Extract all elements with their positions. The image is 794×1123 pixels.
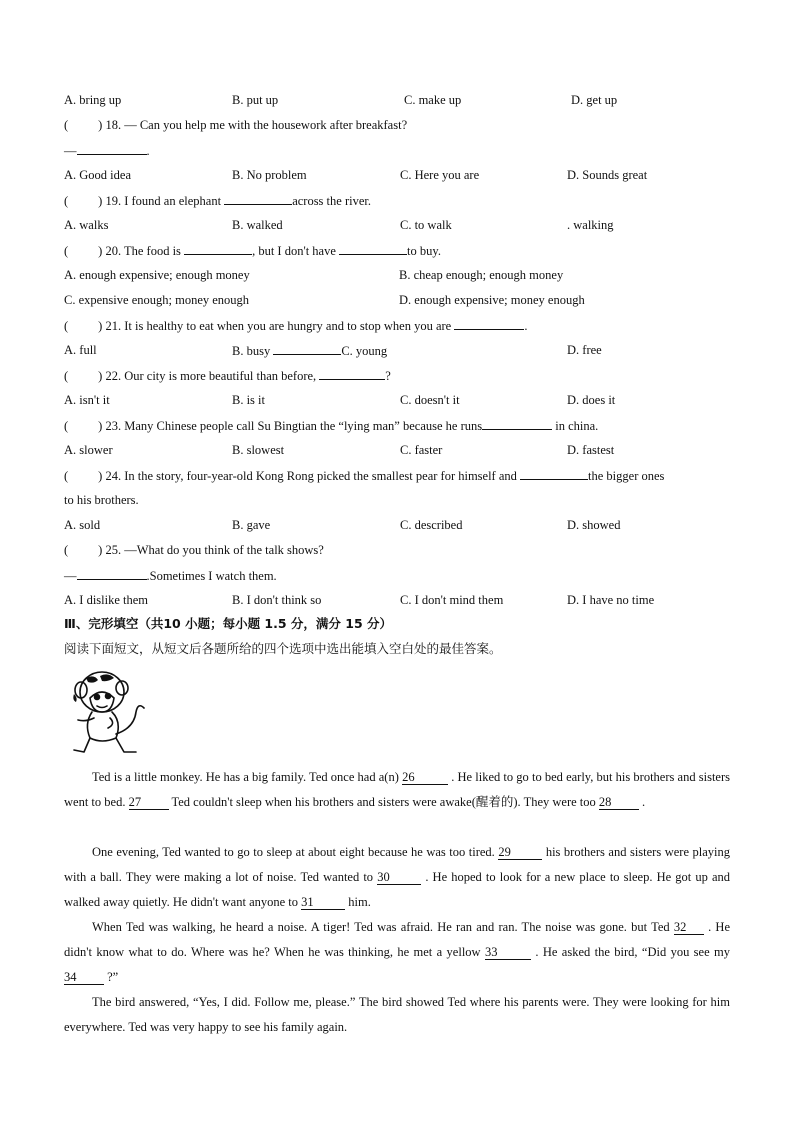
question-text: 24. In the story, four-year-old Kong Rong picked the smallest pear for himself and — [105, 469, 517, 483]
answer-paren-open: ( — [64, 118, 69, 132]
q17-option-a: A. bring up — [64, 93, 122, 107]
q19-option-c: C. to walk — [400, 218, 452, 232]
question-24-line2: to his brothers. — [64, 493, 139, 507]
section-instruction: 阅读下面短文，从短文后各题所给的四个选项中选出能填入空白处的最佳答案。 — [64, 641, 502, 656]
question-23 — [64, 417, 598, 434]
section-title: Ⅲ、完形填空（共10 小题；每小题 1.5 分，满分 15 分） — [64, 616, 393, 631]
answer-paren-close: ) — [98, 194, 103, 208]
cloze-blank-27[interactable]: 27 — [129, 796, 169, 810]
answer-paren-open: ( — [64, 469, 69, 483]
cloze-blank-30[interactable]: 30 — [377, 871, 421, 885]
answer-paren-close: ) — [98, 369, 103, 383]
question-text: 20. The food is — [105, 244, 181, 258]
q21-option-d: D. free — [567, 343, 602, 357]
q24-option-a: A. sold — [64, 518, 101, 532]
answer-blank[interactable] — [482, 417, 552, 430]
answer-paren-open: ( — [64, 419, 69, 433]
answer-paren-open: ( — [64, 194, 69, 208]
monkey-illustration — [64, 668, 154, 760]
answer-blank[interactable] — [224, 192, 292, 205]
q20-option-b: B. cheap enough; enough money — [399, 268, 564, 282]
answer-blank[interactable] — [77, 142, 147, 155]
passage-paragraph-1: Ted is a little monkey. He has a big family. Ted once had a(n) 26 . He liked to go to bed early, but his brothers and sisters went to bed. 27 Ted couldn't sleep when his brothers and sisters were awake(醒着的). They were too 28 . — [64, 770, 731, 809]
question-25-response — [64, 567, 277, 584]
question-22 — [64, 367, 391, 384]
q23-option-b: B. slowest — [232, 443, 285, 457]
question-text-end: in china. — [555, 419, 599, 433]
q19-option-b: B. walked — [232, 218, 283, 232]
question-21 — [64, 317, 527, 334]
q18-option-a: A. Good idea — [64, 168, 131, 182]
question-24 — [64, 467, 664, 484]
q21-option-b: B. busy C. young — [232, 344, 388, 358]
question-text: 22. Our city is more beautiful than before, — [105, 369, 317, 383]
answer-paren-close: ) — [98, 543, 103, 557]
q22-option-c: C. doesn't it — [400, 393, 460, 407]
q23-option-d: D. fastest — [567, 443, 615, 457]
question-text-end: . — [524, 319, 528, 333]
q19-option-d: . walking — [567, 218, 614, 232]
q25-option-d: D. I have no time — [567, 593, 655, 607]
q24-option-c: C. described — [400, 518, 463, 532]
period: . — [146, 144, 150, 158]
answer-blank[interactable] — [520, 467, 588, 480]
q17-option-d: D. get up — [571, 93, 618, 107]
q17-option-c: C. make up — [404, 93, 462, 107]
q18-option-d: D. Sounds great — [567, 168, 648, 182]
q23-option-a: A. slower — [64, 443, 113, 457]
answer-paren-close: ) — [98, 419, 103, 433]
q25-option-c: C. I don't mind them — [400, 593, 504, 607]
answer-blank[interactable] — [319, 367, 385, 380]
question-25 — [64, 542, 324, 558]
q19-option-a: A. walks — [64, 218, 109, 232]
q20-option-c: C. expensive enough; money enough — [64, 293, 250, 307]
answer-paren-close: ) — [98, 319, 103, 333]
answer-blank[interactable] — [77, 567, 147, 580]
answer-paren-close: ) — [98, 118, 103, 132]
q20-option-d: D. enough expensive; money enough — [399, 293, 585, 307]
q18-option-c: C. Here you are — [400, 168, 480, 182]
question-18 — [64, 117, 407, 133]
answer-blank[interactable] — [339, 242, 407, 255]
q23-option-c: C. faster — [400, 443, 443, 457]
answer-paren-close: ) — [98, 469, 103, 483]
cloze-blank-33[interactable]: 33 — [485, 946, 531, 960]
dash: — — [64, 569, 77, 583]
q25-option-a: A. I dislike them — [64, 593, 149, 607]
q22-option-b: B. is it — [232, 393, 265, 407]
question-text: 25. —What do you think of the talk shows? — [105, 543, 324, 557]
cloze-blank-29[interactable]: 29 — [498, 846, 542, 860]
question-text: 23. Many Chinese people call Su Bingtian the “lying man” because he runs — [105, 419, 483, 433]
q25-option-b: B. I don't think so — [232, 593, 322, 607]
q24-option-d: D. showed — [567, 518, 621, 532]
question-20 — [64, 242, 441, 259]
answer-paren-open: ( — [64, 244, 69, 258]
question-text: 21. It is healthy to eat when you are hungry and to stop when you are — [105, 319, 452, 333]
question-19 — [64, 192, 371, 209]
question-text: 19. I found an elephant — [105, 194, 222, 208]
answer-paren-open: ( — [64, 369, 69, 383]
cloze-blank-28[interactable]: 28 — [599, 796, 639, 810]
q24-option-b: B. gave — [232, 518, 271, 532]
answer-paren-close: ) — [98, 244, 103, 258]
cloze-blank-34[interactable]: 34 — [64, 971, 104, 985]
q20-option-a: A. enough expensive; enough money — [64, 268, 250, 282]
answer-paren-open: ( — [64, 543, 69, 557]
passage-paragraph-4: The bird answered, “Yes, I did. Follow me, please.” The bird showed Ted where his parents were. They were looking for him everywhere. Ted was very happy to see his family again. — [64, 995, 730, 1034]
dash: — — [64, 144, 77, 158]
answer-blank[interactable] — [454, 317, 524, 330]
q22-option-a: A. isn't it — [64, 393, 110, 407]
cloze-blank-32[interactable]: 32 — [674, 921, 704, 935]
q17-option-b: B. put up — [232, 93, 279, 107]
question-text-end: .Sometimes I watch them. — [146, 569, 277, 583]
question-text-end: across the river. — [292, 194, 371, 208]
question-text-end: the bigger ones — [588, 469, 665, 483]
q18-option-b: B. No problem — [232, 168, 307, 182]
q21-option-a: A. full — [64, 343, 97, 357]
cloze-blank-26[interactable]: 26 — [402, 771, 448, 785]
answer-blank[interactable] — [184, 242, 252, 255]
passage-paragraph-3: When Ted was walking, he heard a noise. A tiger! Ted was afraid. He ran and ran. The noise was gone. but Ted 32 . He didn't know what to do. Where was he? When he was thinking, he met a yellow 33 . He asked the bird, “Did you see my 34 ?” — [64, 920, 730, 984]
question-text-end: to buy. — [407, 244, 441, 258]
question-18-response — [64, 142, 150, 159]
cloze-blank-31[interactable]: 31 — [301, 896, 345, 910]
q22-option-d: D. does it — [567, 393, 616, 407]
question-text: 18. — Can you help me with the housework after breakfast? — [105, 118, 408, 132]
question-text-mid: , but I don't have — [252, 244, 336, 258]
passage-paragraph-2: One evening, Ted wanted to go to sleep at about eight because he was too tired. 29 his brothers and sisters were playing with a ball. They were making a lot of noise. Ted wanted to 30 . He hoped to look for a new place to sleep. He got up and walked away quietly. He didn't want anyone to 31 him. — [64, 845, 731, 909]
answer-paren-open: ( — [64, 319, 69, 333]
question-text-end: ? — [385, 369, 391, 383]
